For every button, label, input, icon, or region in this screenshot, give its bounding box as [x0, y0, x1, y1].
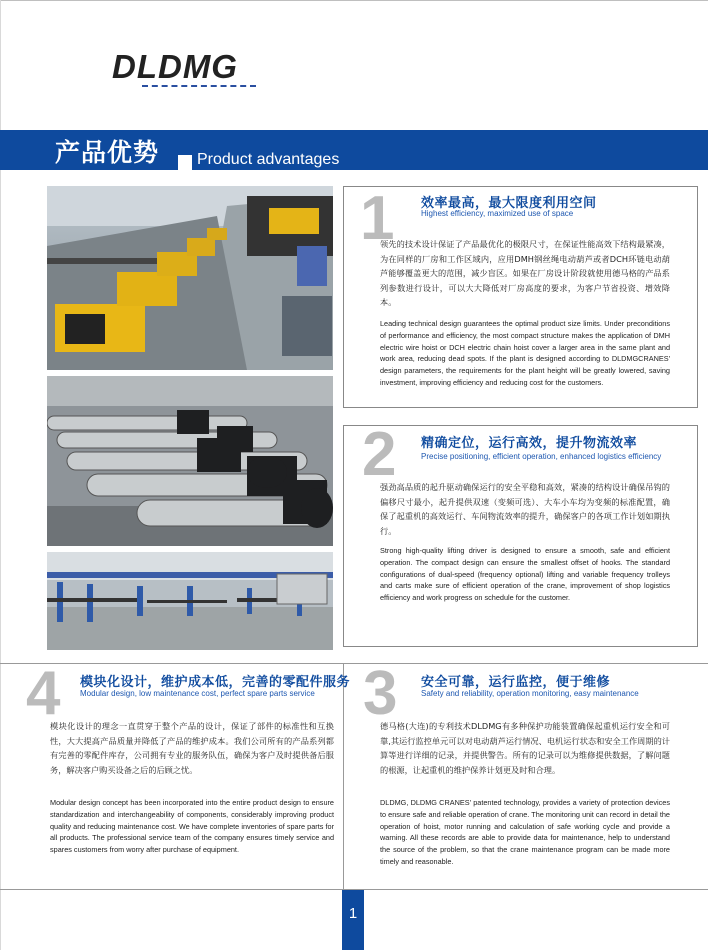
section-4-title-en: Modular design, low maintenance cost, perfect spare parts service — [80, 689, 315, 698]
photo-workshop — [47, 186, 333, 370]
banner-square — [178, 155, 192, 170]
section-3-title-cn: 安全可靠，运行监控，便于维修 — [421, 675, 611, 690]
section-3-body-cn: 德马格(大连)的专利技术DLDMG有多种保护功能装置确保起重机运行安全和可靠,其运行监控单元可以对电动葫芦运行情况、电机运行状态和安全工作周期的计算等进行详细的记录，并提供警告。所有的记录可以为维修提供数据，了解问题的根源，让起重机的维护保养计划更及时和合理。 — [380, 721, 670, 775]
top-rule — [0, 0, 708, 1]
bottom-grid-top-rule — [0, 663, 708, 664]
section-1-title-cn: 效率最高，最大限度利用空间 — [421, 196, 597, 211]
page-number: 1 — [348, 905, 358, 922]
brand-logo: DLDMG — [112, 48, 238, 85]
section-3-number: 3 — [363, 659, 398, 728]
banner-title-cn: 产品优势 — [55, 138, 160, 167]
logo-underline — [142, 85, 256, 87]
bottom-grid-divider — [343, 663, 344, 889]
section-1-title-en: Highest efficiency, maximized use of space — [421, 209, 574, 218]
section-2-title-cn: 精确定位，运行高效，提升物流效率 — [421, 436, 638, 451]
banner-title-en: Product advantages — [197, 151, 340, 168]
photo-hoists — [47, 376, 333, 546]
section-1-body-cn: 领先的技术设计保证了产品最优化的极限尺寸，在保证性能高效下结构最紧凑，为在同样的厂房和工作区域内，应用DMH钢丝绳电动葫芦或者DCH环链电动葫芦能够覆盖更大的范围，减少盲区。如果在厂房设计阶段就使用德马格的产品系列参数进行设计，可以大大降低对厂房高度的要求，为客户节省投资、增效降本。 — [380, 239, 670, 307]
section-4-title-cn: 模块化设计，维护成本低，完善的零配件服务 — [80, 675, 351, 690]
section-2-body-cn: 强劲高品质的起升驱动确保运行的安全平稳和高效，紧凑的结构设计确保吊钩的偏移尺寸最小，起升提供双速（变频可选）、大车小车均为变频的标准配置，确保了起重机的高效运行、车间物流效率的提升，确保客户的各项工作计划如期执行。 — [380, 482, 670, 536]
section-4-number: 4 — [26, 659, 61, 728]
section-3-body-en: DLDMG, DLDMG CRANES' patented technology, provides a variety of protection devices to ensure safe and reliable operation of crane. The monitoring unit can record in detail the operation of hoist, motor running and calculation of safe working cycle and provide a warning. All these records are able to provide data for maintenance, help to understand the source of the problem, so that the crane maintenance program can be made more timely and reasonable. — [380, 798, 670, 866]
section-4-body-en: Modular design concept has been incorporated into the entire product design to ensure standardization and interchangeability of components, considerably improving product quality and reducing maintenance cost. We have complete inventories of spare parts for all products. The professional service team of the company ensures timely service and spares customers from worry after purchase of equipment. — [50, 798, 334, 855]
photo-assembly-hall — [47, 552, 333, 650]
section-1-body-en: Leading technical design guarantees the optimal product size limits. Under preconditions of performance and efficiency, the most compact structure makes the application of DMH electric wire hoist or DCH electric chain hoist cover a larger area in the same plant and work area, reducing dead spots. If the plant is designed according to DLDMGCRANES' design parameters, the requirements for the plant height will be greatly lowered, saving investment, improving efficiency and reducing cost for the customers. — [380, 319, 670, 387]
section-2-body-en: Strong high-quality lifting driver is designed to ensure a smooth, safe and efficient operation. The compact design can ensure the smallest offset of hooks. The standard configurations of dual-speed (frequency optional) lifting and variable frequency trolleys and carts make sure of efficient operation of the crane, improvement of shop logistics efficiency and work progress on schedule for the customer. — [380, 546, 670, 603]
section-2-number: 2 — [362, 420, 397, 489]
section-2-title-en: Precise positioning, efficient operation, enhanced logistics efficiency — [421, 452, 662, 461]
section-1-number: 1 — [360, 184, 395, 253]
section-3-title-en: Safety and reliability, operation monitoring, easy maintenance — [421, 689, 639, 698]
section-4-body-cn: 模块化设计的理念一直贯穿于整个产品的设计，保证了部件的标准性和互换性，大大提高产品质量并降低了产品的维护成本。我们公司所有的产品系列都有完善的零配件库存，公司拥有专业的服务队伍，确保为客户及时提供备后服务，解决客户购买设备之后的后顾之忧。 — [50, 721, 334, 775]
